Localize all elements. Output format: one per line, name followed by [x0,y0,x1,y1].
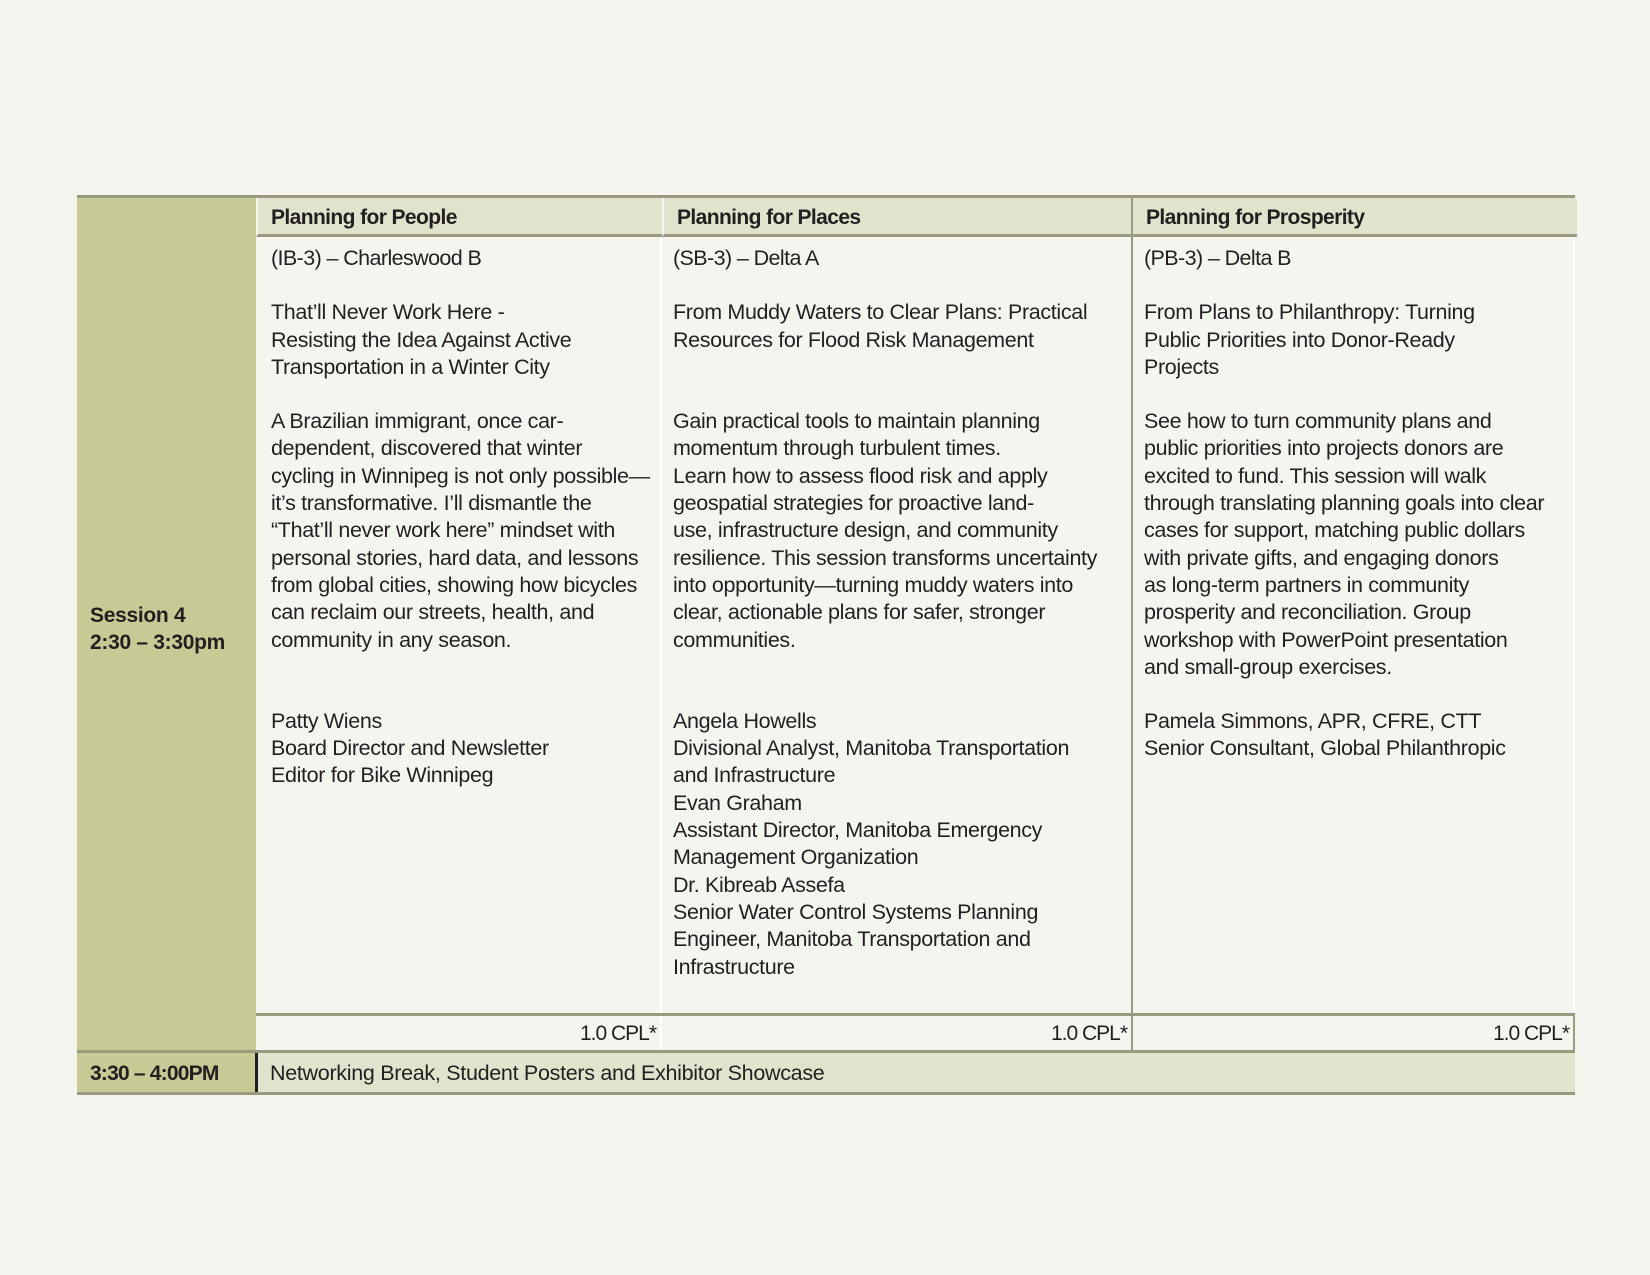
description-line: dependent, discovered that winter [271,436,583,461]
session-cell-people [258,237,660,1013]
credit-cell-prosperity [1131,1016,1575,1050]
session-title [271,299,652,381]
session-cell-prosperity [1131,237,1575,1013]
track-header-label: Planning for People [271,206,457,229]
credit-cell-people [258,1016,660,1050]
description-line: it’s transformative. I’ll dismantle the [271,491,592,516]
table-bottom-rule [77,1092,1575,1095]
speaker-line: Senior Consultant, Global Philanthropic [1144,736,1506,761]
session-number: Session 4 [90,604,186,627]
track-header-people [256,198,662,237]
speaker-line: Senior Water Control Systems Planning [673,899,1039,924]
track-header-label: Planning for Prosperity [1146,206,1365,229]
description-line: can reclaim our streets, health, and [271,600,595,625]
break-description-cell [258,1053,1575,1092]
description-line: public priorities into projects donors are [1144,436,1504,461]
title-line: Transportation in a Winter City [271,354,550,379]
session-title [673,299,1123,381]
track-header-prosperity [1131,198,1577,237]
speaker-line: Pamela Simmons, APR, CFRE, CTT [1144,709,1482,734]
credit-cell-places [660,1016,1131,1050]
title-line: From Muddy Waters to Clear Plans: Practical [673,300,1088,325]
speaker-line: Divisional Analyst, Manitoba Transportation [673,736,1070,761]
description-line: geospatial strategies for proactive land- [673,491,1034,516]
description-line: momentum through turbulent times. [673,436,1001,461]
track-header-places [662,198,1132,237]
room-label: (IB-3) – Charleswood B [271,246,482,270]
description-line: excited to fund. This session will walk [1144,463,1487,488]
description-line: prosperity and reconciliation. Group [1144,600,1471,625]
speaker-line: Management Organization [673,845,919,870]
description-line: communities. [673,627,796,652]
description-line: clear, actionable plans for safer, stronger [673,600,1046,625]
description-line: use, infrastructure design, and community [673,518,1058,543]
room-label: (SB-3) – Delta A [673,246,819,270]
speaker-line: Board Director and Newsletter [271,736,549,761]
session-description [1144,408,1565,681]
description-line: from global cities, showing how bicycles [271,572,637,597]
title-line: Resources for Flood Risk Management [673,327,1034,352]
speaker-line: Angela Howells [673,708,817,733]
speaker-info [271,708,652,790]
description-line: “That’ll never work here” mindset with [271,518,615,543]
description-line: through translating planning goals into clear [1144,491,1545,516]
speaker-line: Editor for Bike Winnipeg [271,763,494,788]
speaker-line: Engineer, Manitoba Transportation and [673,927,1031,952]
break-time-cell [77,1053,255,1092]
speaker-info [1144,708,1565,763]
cpl-credit: 1.0 CPL* [1050,1022,1127,1045]
description-line: Learn how to assess flood risk and apply [673,463,1048,488]
speaker-line: Dr. Kibreab Assefa [673,872,845,897]
description-line: Gain practical tools to maintain planning [673,409,1040,434]
session-description [271,408,652,654]
description-line: cases for support, matching public dollars [1144,518,1525,543]
title-line: Public Priorities into Donor-Ready [1144,327,1455,352]
speaker-line: and Infrastructure [673,763,836,788]
break-time: 3:30 – 4:00PM [90,1062,219,1085]
room-label: (PB-3) – Delta B [1144,246,1291,270]
description-line: workshop with PowerPoint presentation [1144,627,1508,652]
cpl-credit: 1.0 CPL* [1492,1022,1569,1045]
speaker-line: Assistant Director, Manitoba Emergency [673,818,1043,843]
session-description [673,408,1123,654]
description-line: into opportunity—turning muddy waters into [673,572,1073,597]
description-line: See how to turn community plans and [1144,409,1492,434]
title-line [673,354,1123,381]
title-line: Projects [1144,354,1219,379]
description-line: A Brazilian immigrant, once car- [271,409,564,434]
speaker-info [673,708,1123,981]
speaker-line: Evan Graham [673,790,802,815]
session-cell-places [660,237,1131,1013]
session-title [1144,299,1565,381]
description-line: with private gifts, and engaging donors [1144,545,1499,570]
description-line: community in any season. [271,627,512,652]
description-line: cycling in Winnipeg is not only possible— [271,463,650,488]
description-line: resilience. This session transforms uncertainty [673,545,1098,570]
session-column [77,198,256,1052]
description-line: and small-group exercises. [1144,654,1392,679]
break-description: Networking Break, Student Posters and Exhibitor Showcase [270,1061,825,1085]
title-line: That’ll Never Work Here - [271,300,505,325]
session-time: 2:30 – 3:30pm [90,631,226,654]
title-line: From Plans to Philanthropy: Turning [1144,300,1475,325]
speaker-line: Infrastructure [673,954,795,979]
track-header-label: Planning for Places [677,206,861,229]
description-line: as long-term partners in community [1144,572,1470,597]
cpl-credit: 1.0 CPL* [579,1022,656,1045]
description-line: personal stories, hard data, and lessons [271,545,639,570]
session-label [90,602,225,656]
title-line: Resisting the Idea Against Active [271,327,572,352]
speaker-line: Patty Wiens [271,708,382,733]
